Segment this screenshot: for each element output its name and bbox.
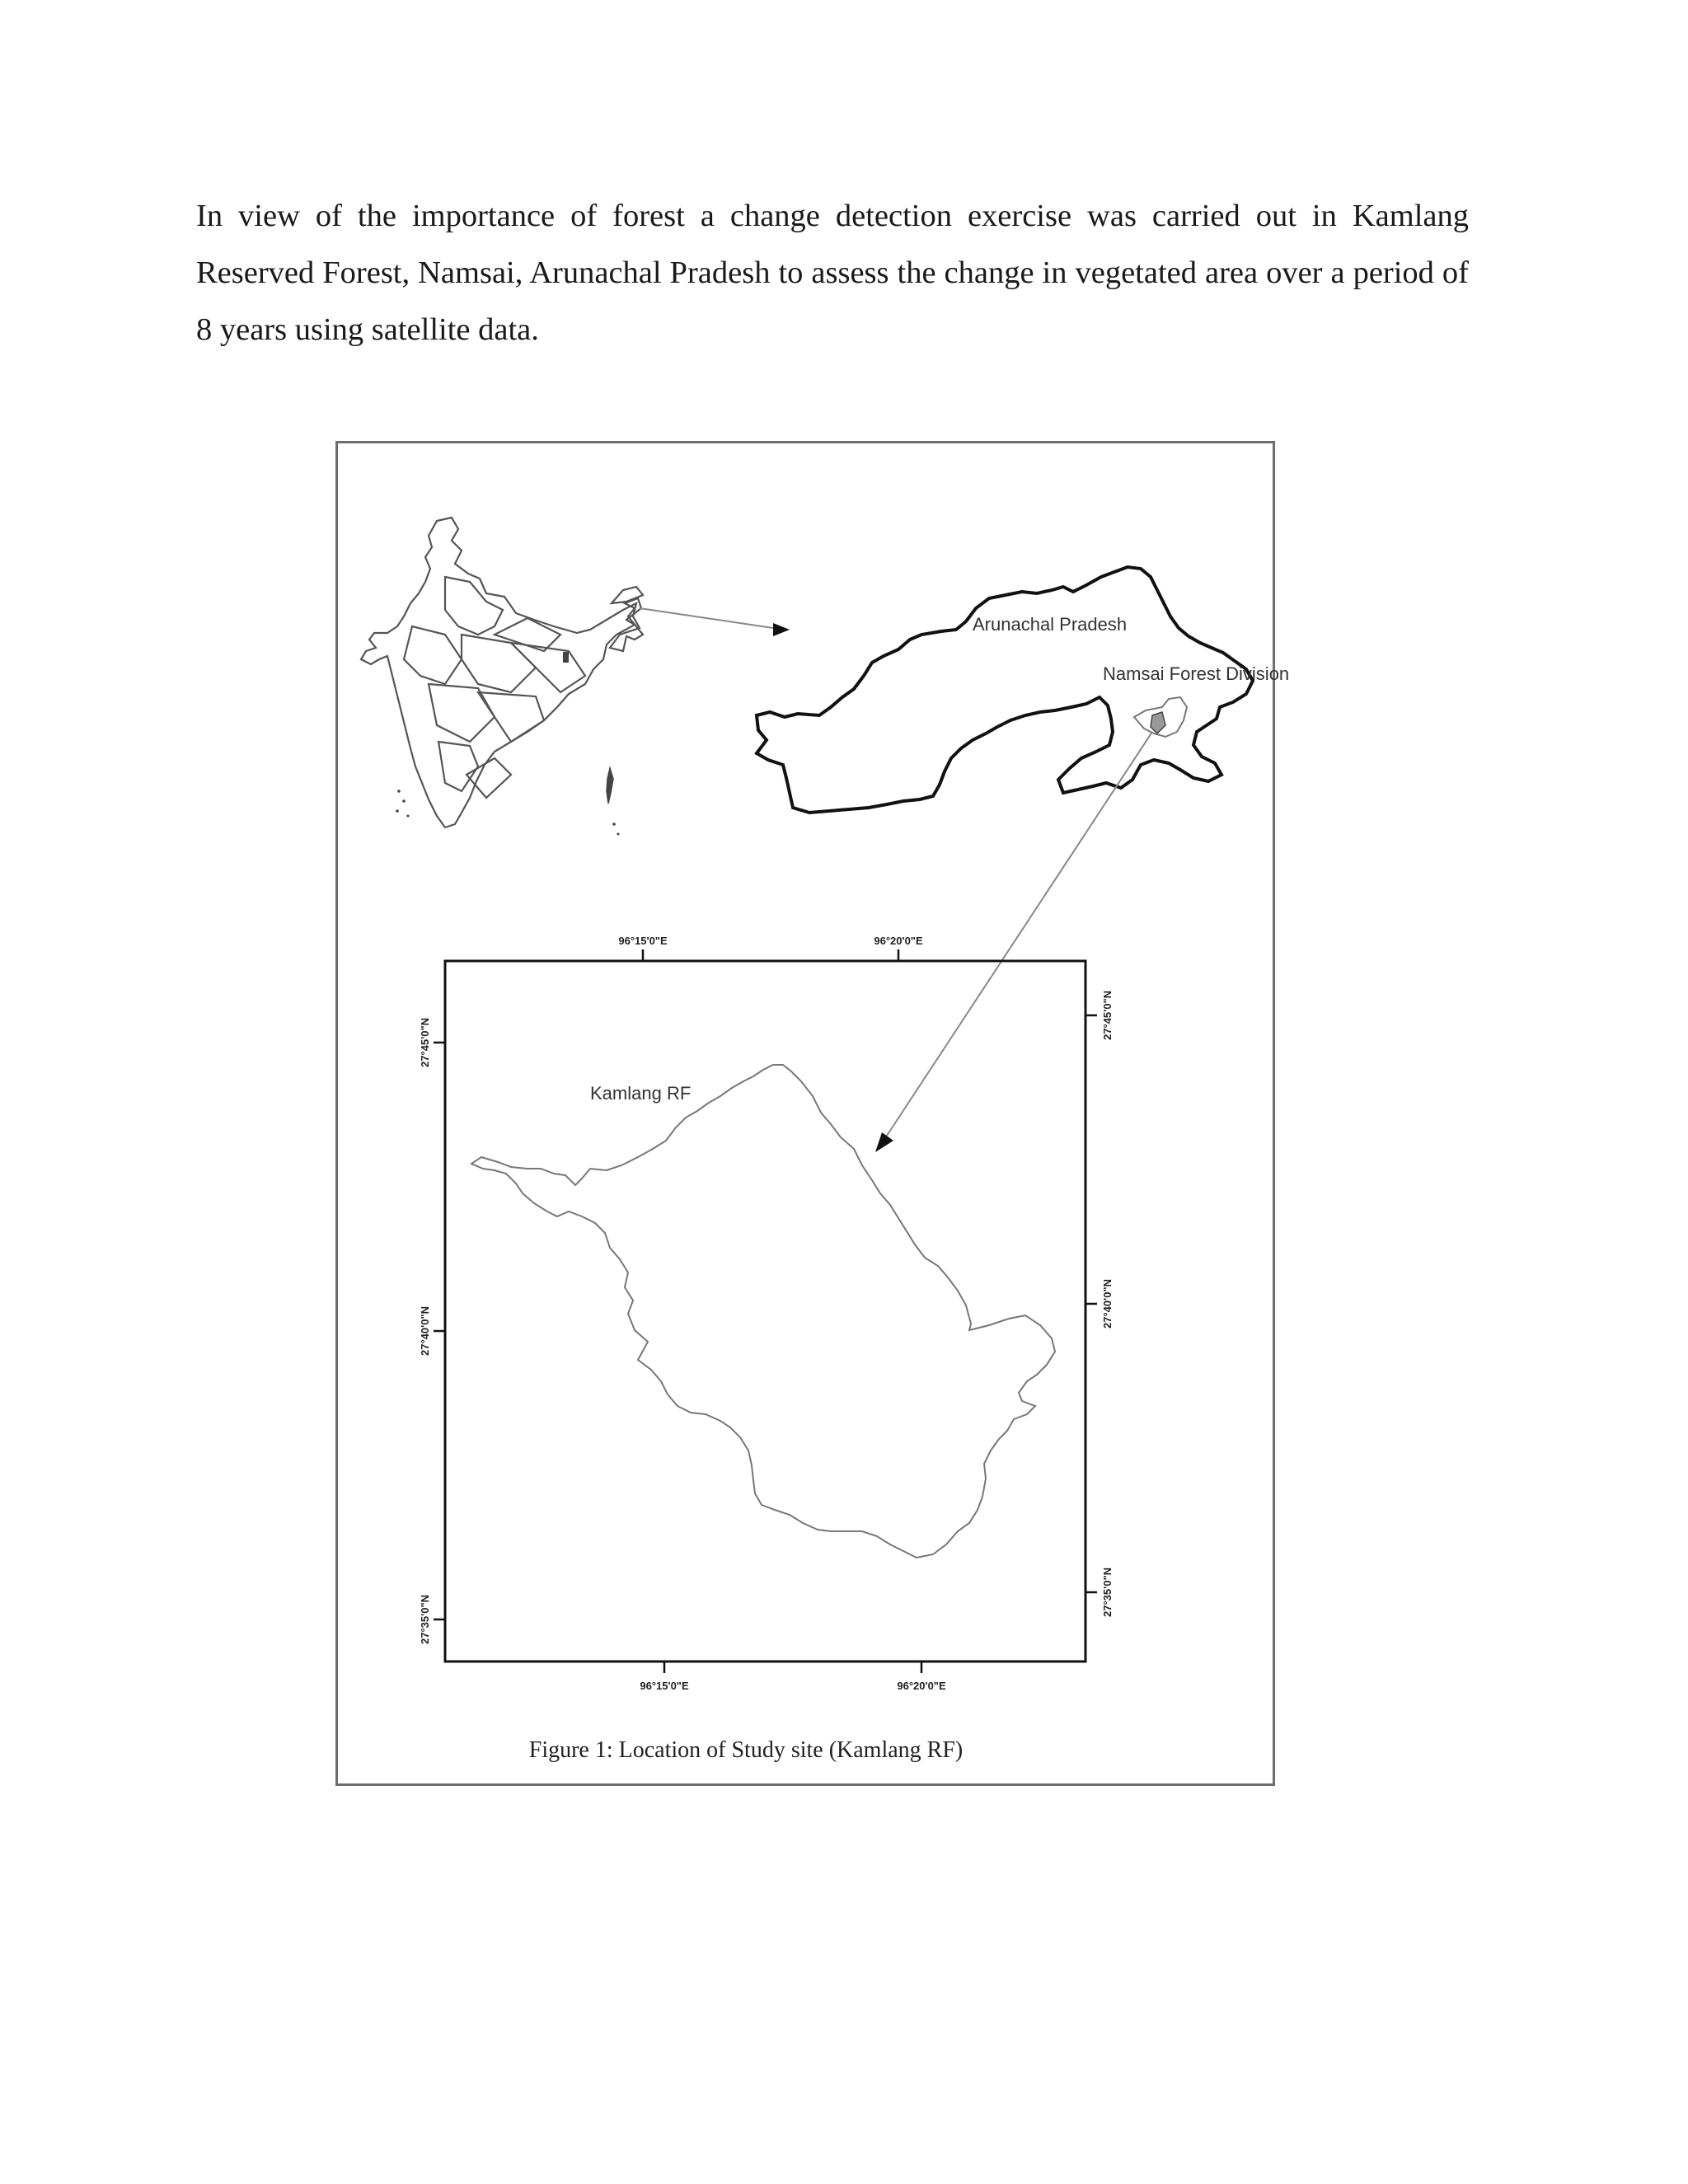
arunachal-pradesh-label: Arunachal Pradesh (973, 614, 1128, 635)
figure-caption (335, 1737, 1275, 1764)
kamlang-rf-highlight (1151, 712, 1165, 733)
lon-tick-label-bottom-2: 96°20'0"E (897, 1680, 946, 1692)
intro-paragraph: In view of the importance of forest a change detection exercise was carried out in Kamlang Reserved Forest, Namsai, Arunachal Pradesh to assess the change in vegetated area over a period of 8 years using satellite data. (196, 199, 1469, 347)
lon-tick-label-bottom-1: 96°15'0"E (640, 1680, 689, 1692)
inset-map-frame (445, 961, 1085, 1661)
lat-tick-label-left-1: 27°45'0"N (419, 1018, 431, 1067)
coordinate-ticks (434, 949, 1097, 1673)
arrow-head-icon (875, 1132, 893, 1152)
kamlang-rf-boundary (471, 1065, 1055, 1558)
lat-tick-label-right-2: 27°40'0"N (1101, 1279, 1114, 1329)
namsai-forest-division-label: Namsai Forest Division (1103, 663, 1290, 684)
lat-tick-label-right-3: 27°35'0"N (1101, 1568, 1114, 1617)
arunachal-pradesh-map (757, 567, 1253, 813)
lon-tick-label-top-1: 96°15'0"E (618, 935, 668, 947)
lon-tick-label-top-2: 96°20'0"E (874, 935, 923, 947)
kamlang-rf-label: Kamlang RF (590, 1083, 692, 1104)
lat-tick-label-left-2: 27°40'0"N (419, 1306, 431, 1356)
lat-tick-label-right-1: 27°45'0"N (1101, 991, 1114, 1040)
figure-caption-text: Figure 1: Location of Study site (Kamlang RF) (528, 1737, 964, 1763)
india-map (361, 518, 643, 827)
connector-arrows (640, 608, 1152, 1152)
arrow-head-icon (773, 623, 790, 636)
lat-tick-label-left-3: 27°35'0"N (419, 1595, 431, 1644)
